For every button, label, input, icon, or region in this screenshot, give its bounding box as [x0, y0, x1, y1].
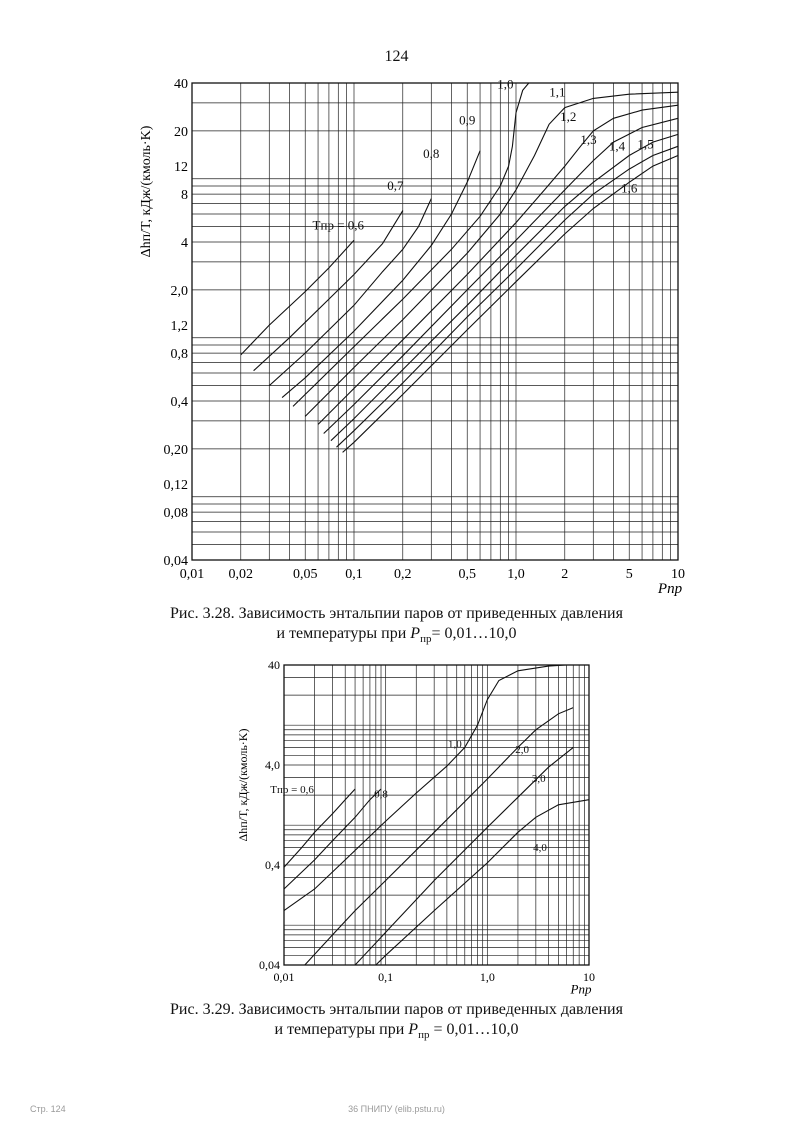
plot-frame [284, 665, 589, 965]
series-label: 0,9 [459, 112, 476, 128]
plot-area [236, 658, 595, 996]
caption-line-2: и температуры при $P_{пр}$ = 0,01…10,0 [274, 1021, 519, 1042]
x-axis-label: Pпр [657, 580, 683, 597]
y-axis-label: Δhп/T, кДж/(кмоль·K) [236, 728, 250, 842]
x-tick-label: 0,01 [273, 970, 295, 984]
series-label: 3,0 [531, 773, 546, 786]
series-label: 1,5 [637, 136, 654, 152]
y-tick-label: 4,0 [265, 758, 280, 773]
page-number: 124 [384, 48, 409, 65]
series-label: Tпр = 0,6 [312, 217, 365, 233]
y-tick-label: 4 [181, 235, 188, 251]
x-tick-label: 2 [561, 567, 569, 582]
x-tick-label: 0,02 [228, 567, 254, 582]
y-tick-label: 0,04 [163, 553, 188, 569]
footer-source: 36 ПНИПУ (elib.pstu.ru) [348, 1104, 445, 1114]
series-label: 1,2 [560, 109, 577, 125]
figure-3-29-caption [0, 1000, 793, 1045]
footer-page-label: Стр. 124 [30, 1104, 66, 1114]
x-tick-label: 1,0 [507, 567, 525, 582]
series-label: 1,6 [621, 180, 638, 196]
y-tick-label: 1,2 [170, 319, 188, 335]
x-tick-label: 0,1 [378, 970, 394, 984]
y-tick-label: 0,12 [163, 478, 188, 494]
series-label: Tпр = 0,6 [270, 783, 314, 796]
series-label: 1,4 [608, 138, 626, 154]
series-label: 1,1 [549, 84, 566, 100]
y-tick-label: 40 [174, 76, 188, 92]
x-axis-label: Pпр [570, 981, 592, 997]
y-tick-label: 40 [268, 658, 280, 673]
x-tick-label: 10 [671, 567, 685, 582]
x-tick-label: 0,05 [292, 567, 318, 582]
y-tick-label: 20 [174, 124, 188, 140]
x-tick-label: 5 [625, 567, 633, 582]
series-label: 1,3 [580, 132, 597, 148]
y-tick-label: 0,8 [170, 347, 188, 363]
caption-line-2: и температуры при $P_{пр}=$ 0,01…10,0 [276, 625, 517, 646]
y-tick-label: 0,20 [163, 442, 188, 458]
x-tick-label: 10 [583, 970, 595, 984]
figure-3-28-caption [0, 604, 793, 649]
series-label: 2,0 [515, 743, 530, 756]
series-label: 0,8 [374, 788, 388, 801]
x-tick-label: 0,2 [394, 567, 412, 582]
y-tick-label: 0,4 [265, 858, 280, 873]
caption-line-1: Рис. 3.29. Зависимость энтальпии паров от приведенных давления [170, 1001, 623, 1018]
y-tick-label: 0,08 [163, 506, 188, 522]
x-tick-label: 0,01 [179, 567, 205, 582]
series-label: 0,8 [423, 146, 440, 162]
series-curve [284, 665, 566, 911]
caption-line-1: Рис. 3.28. Зависимость энтальпии паров от приведенных давления [170, 605, 623, 622]
series-label: 1,0 [448, 738, 462, 751]
y-tick-label: 8 [181, 188, 188, 204]
series-label: 1,0 [497, 76, 514, 92]
y-axis-label: Δhп/T, кДж/(кмоль·K) [139, 125, 154, 258]
series-label: 4,0 [533, 842, 547, 855]
y-tick-label: 2,0 [170, 283, 188, 299]
x-tick-label: 0,1 [345, 567, 363, 582]
series-label: 0,7 [387, 177, 404, 193]
y-tick-label: 0,4 [170, 394, 188, 410]
y-tick-label: 12 [174, 160, 188, 176]
x-tick-label: 0,5 [458, 567, 476, 582]
y-tick-label: 0,04 [259, 958, 280, 973]
x-tick-label: 1,0 [479, 970, 495, 984]
